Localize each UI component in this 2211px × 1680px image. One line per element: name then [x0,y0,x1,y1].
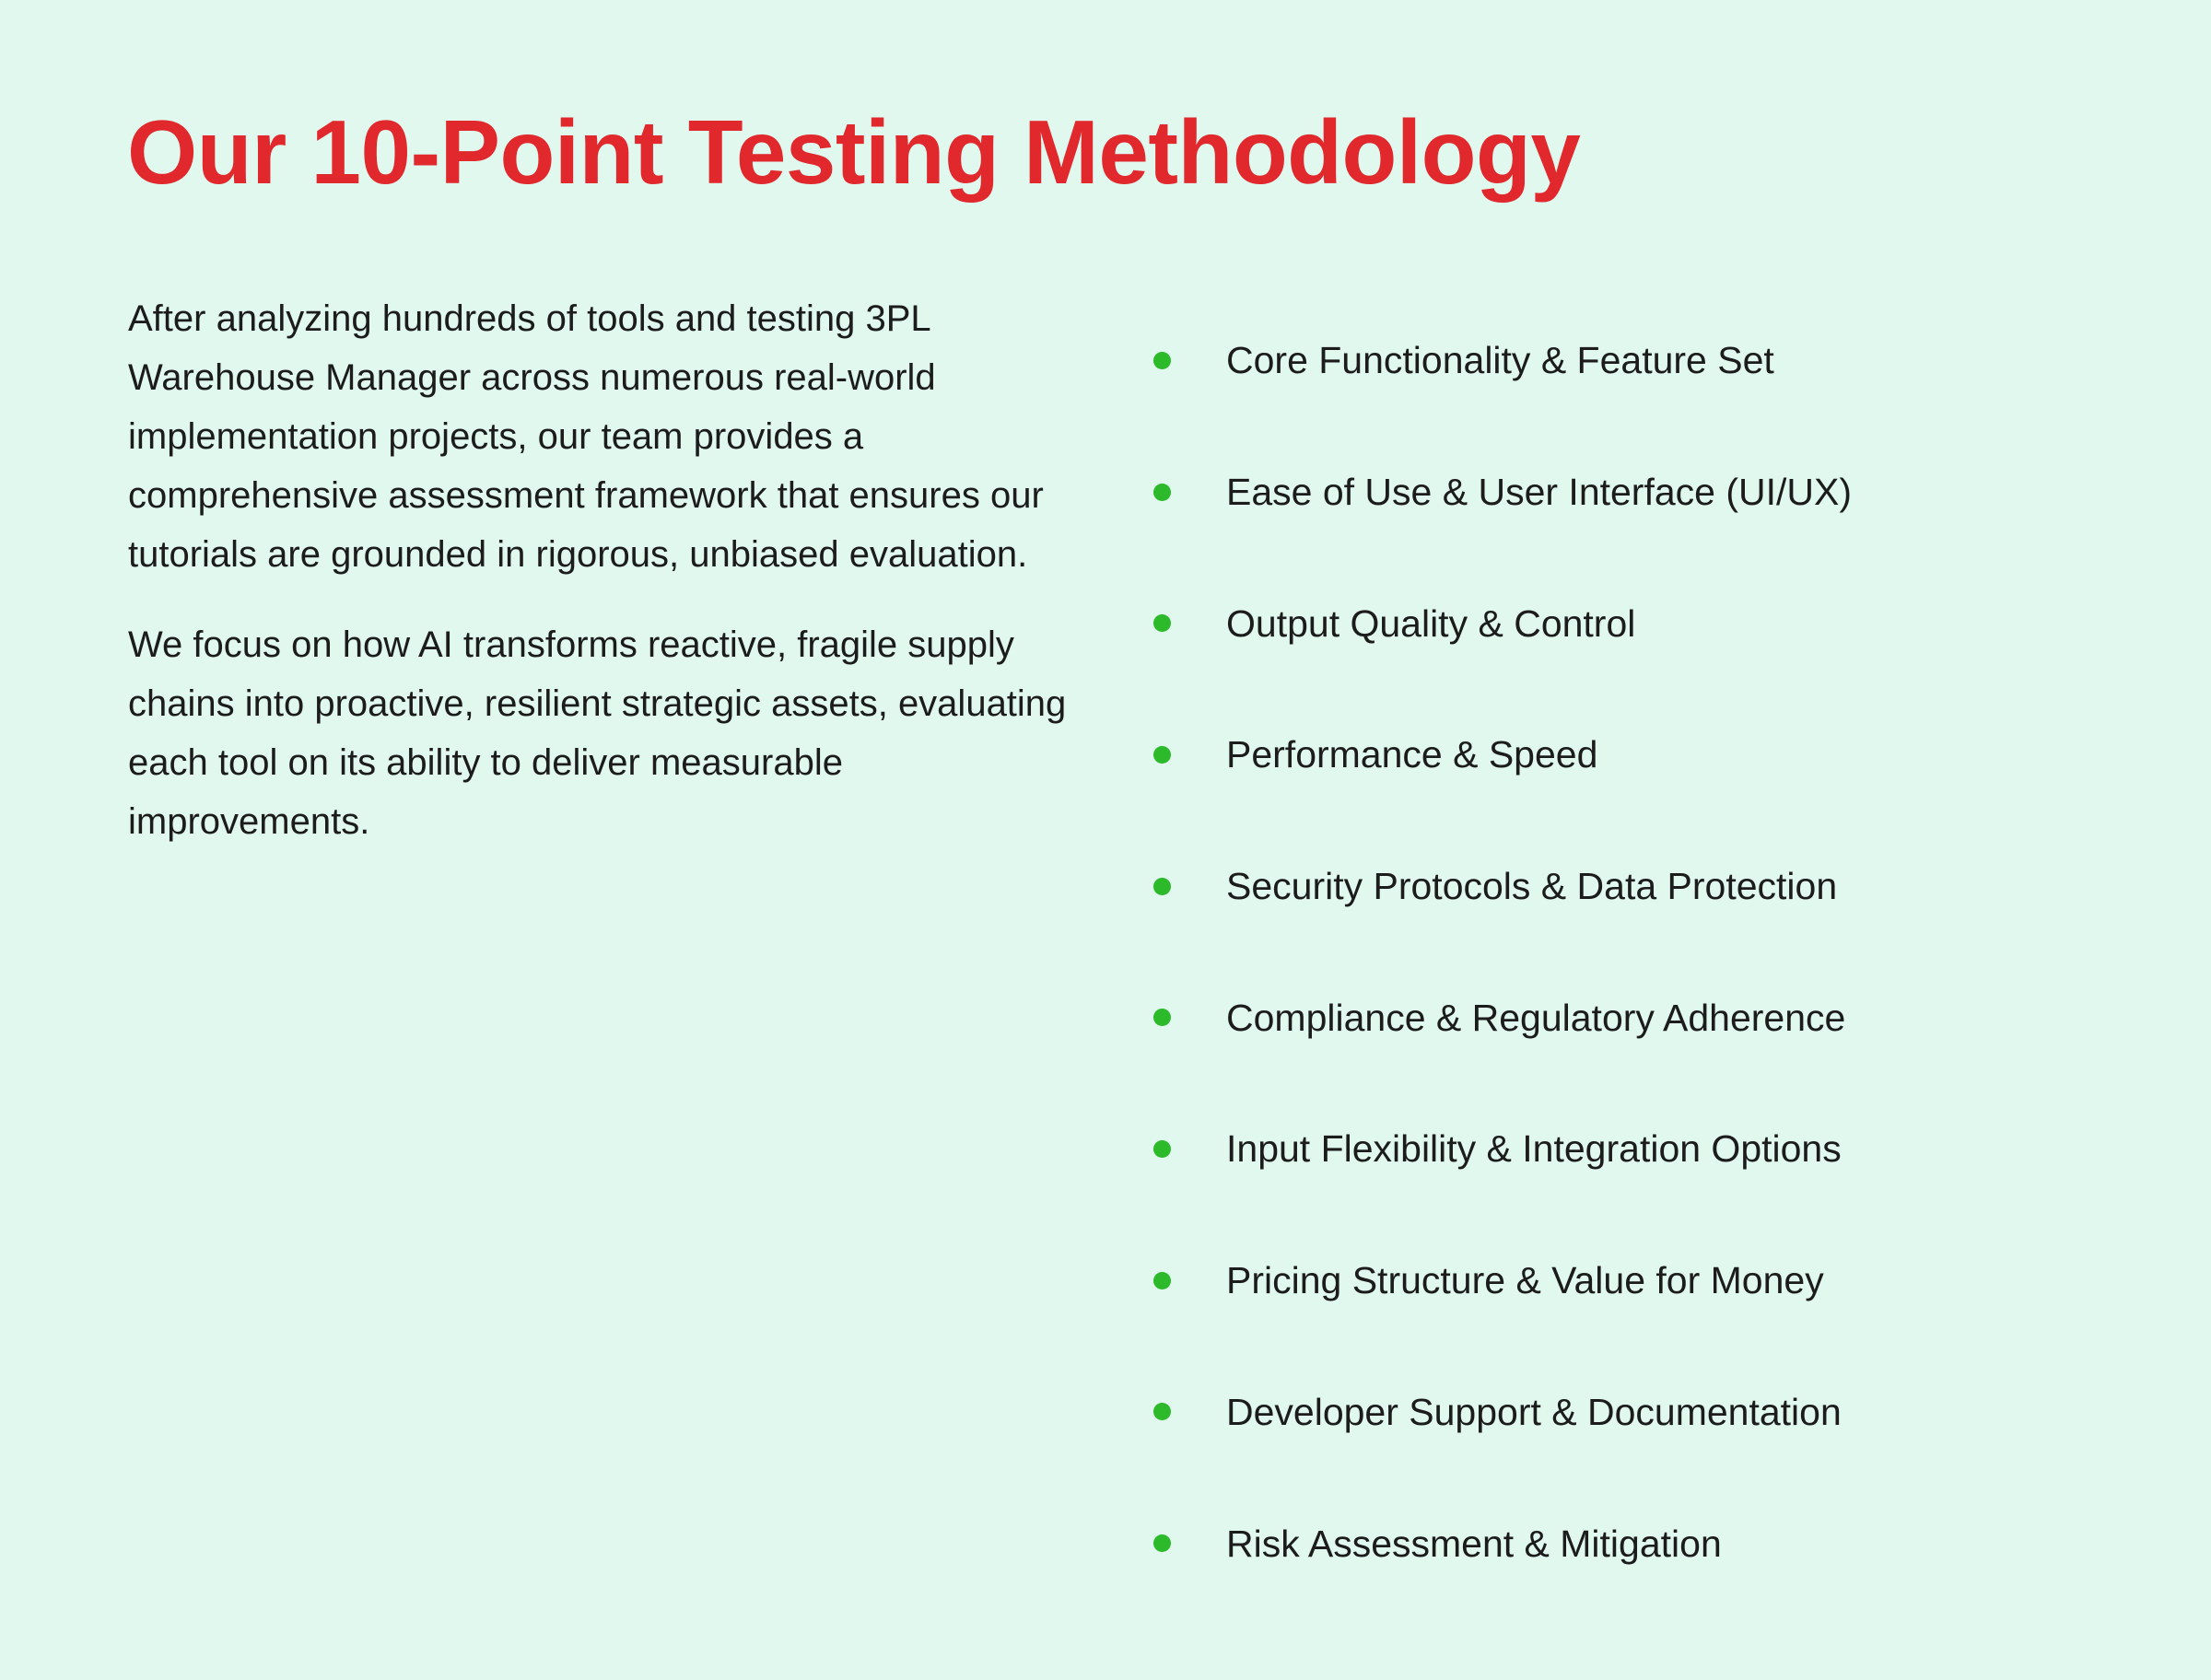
criteria-label: Input Flexibility & Integration Options [1226,1127,1842,1171]
criteria-label: Compliance & Regulatory Adherence [1226,996,1846,1039]
criteria-list [1152,295,2110,1609]
criteria-label: Core Functionality & Feature Set [1226,339,1774,382]
list-item [1152,951,2110,1083]
list-item [1152,1215,2110,1347]
criteria-label: Pricing Structure & Value for Money [1226,1259,1824,1302]
bullet-icon [1153,878,1171,895]
intro-paragraph: After analyzing hundreds of tools and testing 3PL Warehouse Manager across numerous real-world implementation projects, our team provides a comprehensive assessment framework that ensures our tutorials are grounded in rigorous, unbiased evaluation. [128,298,1044,575]
list-item [1152,295,2110,426]
list-item [1152,426,2110,558]
criteria-label: Output Quality & Control [1226,601,1636,645]
criteria-label: Performance & Speed [1226,733,1598,776]
criteria-label: Risk Assessment & Mitigation [1226,1522,1722,1565]
bullet-icon [1153,1403,1171,1420]
bullet-icon [1153,1272,1171,1289]
list-item [1152,689,2110,821]
criteria-label: Security Protocols & Data Protection [1226,865,1838,908]
intro-text [128,289,1068,851]
bullet-icon [1153,352,1171,369]
list-item [1152,1477,2110,1609]
list-item [1152,1347,2110,1478]
criteria-label: Ease of Use & User Interface (UI/UX) [1226,471,1853,514]
bullet-icon [1153,1534,1171,1552]
list-item [1152,1083,2110,1215]
list-item [1152,821,2110,952]
intro-paragraph: We focus on how AI transforms reactive, fragile supply chains into proactive, resilient strategic assets, evaluating each tool on its ability to deliver measurable improvements. [128,624,1067,842]
bullet-icon [1153,614,1171,632]
list-item [1152,557,2110,689]
bullet-icon [1153,1009,1171,1026]
bullet-icon [1153,746,1171,764]
criteria-label: Developer Support & Documentation [1226,1390,1842,1433]
bullet-icon [1153,484,1171,501]
bullet-icon [1153,1140,1171,1158]
page-title: Our 10-Point Testing Methodology [127,101,1581,203]
